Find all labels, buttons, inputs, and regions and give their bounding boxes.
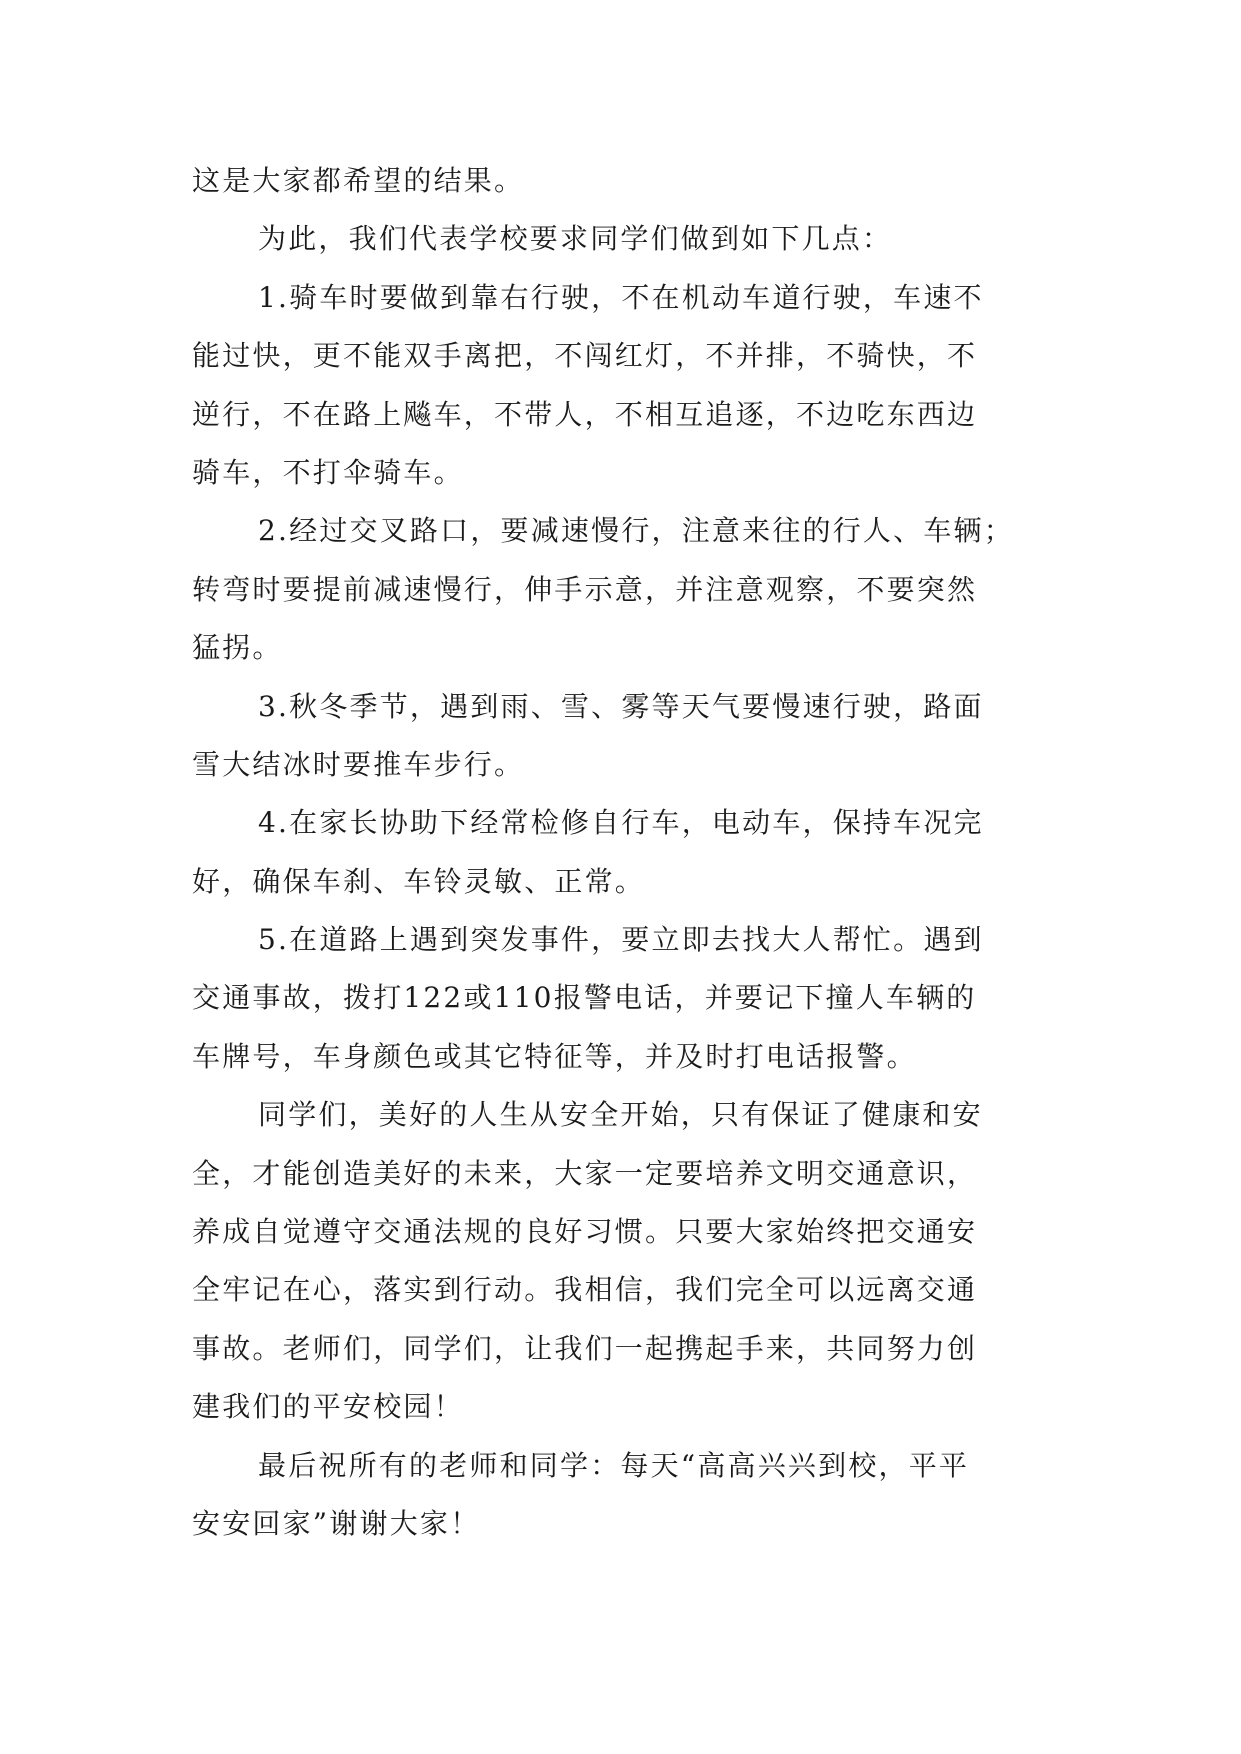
text-line: 2.经过交叉路口，要减速慢行，注意来往的行人、车辆； (258, 514, 1014, 548)
document-body (192, 152, 1062, 1553)
text-line: 好，确保车刹、车铃灵敏、正常。 (192, 864, 646, 898)
text-line: 全牢记在心，落实到行动。我相信，我们完全可以远离交通 (192, 1273, 978, 1307)
text-line: 最后祝所有的老师和同学：每天“高高兴兴到校，平平 (258, 1448, 970, 1482)
text-line: 1.骑车时要做到靠右行驶，不在机动车道行驶，车速不 (258, 280, 984, 314)
text-line: 转弯时要提前减速慢行，伸手示意，并注意观察，不要突然 (192, 572, 978, 606)
text-line: 同学们，美好的人生从安全开始，只有保证了健康和安 (258, 1098, 983, 1132)
text-line: 安安回家”谢谢大家！ (192, 1506, 481, 1540)
text-line: 为此，我们代表学校要求同学们做到如下几点： (258, 222, 893, 256)
text-line: 这是大家都希望的结果。 (192, 164, 525, 197)
text-line: 车牌号，车身颜色或其它特征等，并及时打电话报警。 (192, 1039, 917, 1073)
text-line: 全，才能创造美好的未来，大家一定要培养文明交通意识， (192, 1156, 978, 1190)
text-line: 骑车，不打伞骑车。 (192, 455, 464, 489)
text-line: 养成自觉遵守交通法规的良好习惯。只要大家始终把交通安 (192, 1215, 978, 1249)
text-line: 能过快，更不能双手离把，不闯红灯，不并排，不骑快，不 (192, 339, 978, 373)
text-line: 猛拐。 (192, 631, 283, 665)
text-line: 建我们的平安校园！ (192, 1390, 464, 1424)
text-line: 事故。老师们，同学们，让我们一起携起手来，共同努力创 (192, 1331, 978, 1365)
text-line: 逆行，不在路上飚车，不带人，不相互追逐，不边吃东西边 (192, 397, 978, 431)
text-line: 3.秋冬季节，遇到雨、雪、雾等天气要慢速行驶，路面 (258, 689, 984, 723)
text-line: 交通事故，拨打122或110报警电话，并要记下撞人车辆的 (192, 981, 977, 1015)
text-line: 4.在家长协助下经常检修自行车，电动车，保持车况完 (258, 806, 984, 840)
text-line: 5.在道路上遇到突发事件，要立即去找大人帮忙。遇到 (258, 923, 984, 957)
text-line: 雪大结冰时要推车步行。 (192, 747, 525, 781)
